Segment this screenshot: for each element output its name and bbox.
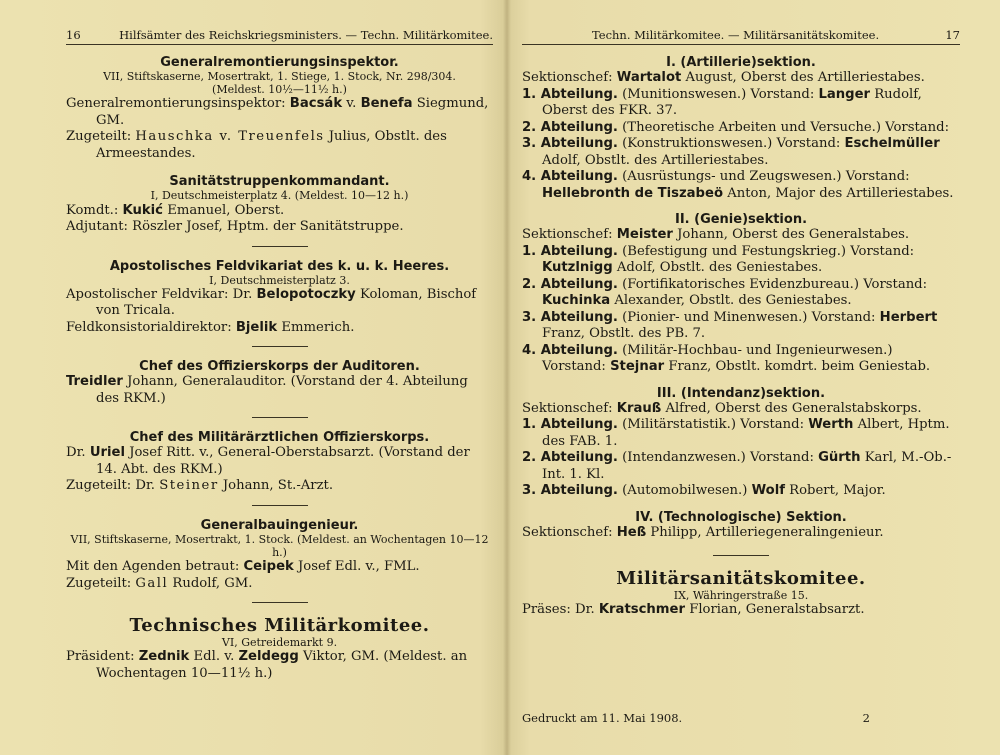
section-title: Sanitätstruppenkommandant. — [169, 174, 390, 190]
address: VI, Getreidemarkt 9. — [221, 636, 338, 650]
entry-line: Sektionschef: Krauß Alfred, Oberst des Generalstabskorps. — [522, 400, 922, 416]
section-title: II. (Genie)sektion. — [674, 212, 808, 227]
address: I, Deutschmeisterplatz 4. (Meldest. 10—12 h.) — [150, 189, 409, 203]
right-running-title: Techn. Militärkomitee. — Militärsanitätskomitee. — [592, 28, 880, 42]
address: VII, Stiftskaserne, Mosertrakt, 1. Stock. (Meldest. an Wochentagen 10—12 h.) — [70, 532, 489, 559]
print-date: Gedruckt am 11. Mai 1908. — [522, 711, 683, 725]
left-running-head — [66, 28, 493, 45]
entry-line: 4. Abteilung. (Militär-Hochbau- und Ingenieurwesen.) Vorstand: Stejnar Franz, Obstlt. komdrt. beim Geniestab. — [522, 342, 931, 374]
left-page-number: 16 — [66, 28, 81, 42]
divider — [252, 346, 308, 347]
entry-line: 2. Abteilung. (Intendanzwesen.) Vorstand: Gürth Karl, M.-Ob.-Int. 1. Kl. — [522, 450, 952, 482]
entry-line: 2. Abteilung. (Fortifikatorisches Evidenzbureau.) Vorstand: Kuchinka Alexander, Obstlt. des Geniestabes. — [522, 276, 928, 308]
address: I, Deutschmeisterplatz 3. — [209, 273, 350, 287]
divider — [252, 602, 308, 603]
address: IX, Währingerstraße 15. — [673, 589, 809, 602]
divider — [252, 505, 308, 506]
entry-line: Präsident: Zednik Edl. v. Zeldegg Viktor, GM. (Meldest. an Wochentagen 10—11½ h.) — [66, 649, 468, 681]
entry-line: 1. Abteilung. (Munitionswesen.) Vorstand: Langer Rudolf, Oberst des FKR. 37. — [522, 86, 922, 118]
section-title: IV. (Technologische) Sektion. — [635, 509, 847, 525]
section-title: Chef des Militärärztlichen Offizierskorps. — [129, 430, 430, 446]
entry-line: 3. Abteilung. (Konstruktionswesen.) Vorstand: Eschelmüller Adolf, Obstlt. des Artilleriestabes. — [522, 136, 940, 168]
entry-line: Treidler Johann, Generalauditor. (Vorstand der 4. Abteilung des RKM.) — [66, 374, 468, 406]
entry-line: Präses: Dr. Kratschmer Florian, Generalstabsarzt. — [522, 602, 865, 618]
entry-line: Mit den Agenden betraut: Ceipek Josef Edl. v., FML. — [66, 559, 420, 575]
entry-line: 4. Abteilung. (Ausrüstungs- und Zeugswesen.) Vorstand: Hellebronth de Tiszabeö Anton, Major des Artilleriestabes. — [522, 169, 954, 201]
entry-line: Generalremontierungsinspektor: Bacsák v. Benefa Siegmund, GM. — [66, 96, 489, 128]
divider — [713, 555, 769, 556]
section-title: I. (Artillerie)sektion. — [666, 55, 816, 70]
entry-line: 3. Abteilung. (Automobilwesen.) Wolf Robert, Major. — [522, 483, 886, 498]
committee-title: Technisches Militärkomitee. — [129, 615, 430, 637]
entry-line: Zugeteilt: Gall Rudolf, GM. — [66, 575, 253, 591]
section-title: III. (Intendanz)sektion. — [656, 385, 826, 401]
committee-title: Militärsanitätskomitee. — [616, 568, 866, 589]
entry-line: 1. Abteilung. (Militärstatistik.) Vorstand: Werth Albert, Hptm. des FAB. 1. — [522, 417, 950, 449]
right-page-number: 17 — [945, 28, 960, 42]
right-running-head — [522, 28, 960, 45]
office-hours: (Meldest. 10½—11½ h.) — [212, 83, 347, 97]
entry-line: Zugeteilt: Hauschka v. Treuenfels Julius, Obstlt. des Armeestandes. — [66, 129, 447, 161]
right-page — [508, 0, 1000, 755]
entry-line: Sektionschef: Meister Johann, Oberst des Generalstabes. — [522, 227, 910, 242]
entry-line: Adjutant: Röszler Josef, Hptm. der Sanitätstruppe. — [66, 219, 404, 235]
section-title: Generalremontierungsinspektor. — [160, 55, 399, 70]
entry-line: Sektionschef: Wartalot August, Oberst des Artilleriestabes. — [522, 70, 925, 85]
entry-line: Feldkonsistorialdirektor: Bjelik Emmerich. — [66, 319, 355, 335]
section-title: Apostolisches Feldvikariat des k. u. k. Heeres. — [109, 258, 450, 274]
entry-line: 2. Abteilung. (Theoretische Arbeiten und Versuche.) Vorstand: — [522, 119, 950, 135]
section-title: Chef des Offizierskorps der Auditoren. — [139, 359, 420, 375]
signature-mark: 2 — [862, 711, 870, 725]
entry-line: 3. Abteilung. (Pionier- und Minenwesen.) Vorstand: Herbert Franz, Obstlt. des PB. 7. — [522, 309, 938, 341]
divider — [252, 417, 308, 418]
entry-line: Apostolischer Feldvikar: Dr. Belopotoczky Koloman, Bischof von Tricala. — [66, 286, 477, 319]
entry-line: 1. Abteilung. (Befestigung und Festungskrieg.) Vorstand: Kutzlnigg Adolf, Obstlt. des Geniestabes. — [522, 243, 915, 275]
left-running-title: Hilfsämter des Reichskriegsministers. — Techn. Militärkomitee. — [119, 28, 493, 42]
entry-line: Komdt.: Kukić Emanuel, Oberst. — [66, 202, 285, 218]
section-title: Generalbauingenieur. — [200, 517, 359, 533]
address: VII, Stiftskaserne, Mosertrakt, 1. Stiege, 1. Stock, Nr. 298/304. — [103, 70, 456, 83]
entry-line: Sektionschef: Heß Philipp, Artilleriegeneralingenieur. — [522, 524, 884, 540]
entry-line: Dr. Uriel Josef Ritt. v., General-Oberstabsarzt. (Vorstand der 14. Abt. des RKM.) — [66, 445, 470, 477]
entry-line: Zugeteilt: Dr. Steiner Johann, St.-Arzt. — [66, 478, 334, 494]
imprint-footer — [522, 711, 960, 725]
divider — [252, 246, 308, 247]
